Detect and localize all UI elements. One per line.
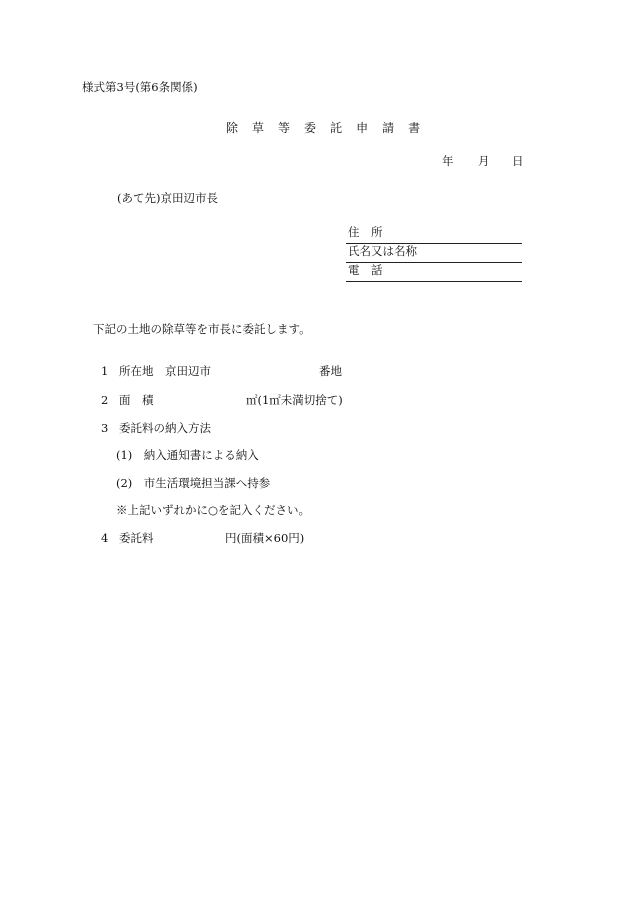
item-fee-label: 委託料: [119, 531, 154, 545]
date-month: 月: [478, 154, 490, 168]
intro-text: 下記の土地の除草等を市長に委託します。: [93, 322, 311, 336]
item-payment-num: 3: [101, 421, 109, 435]
payment-option-1: (1) 納入通知書による納入: [116, 448, 259, 462]
item-location-label: 所在地 京田辺市: [119, 364, 211, 378]
title-char: 除: [226, 121, 239, 135]
item-fee-suffix: 円(面積×60円): [225, 531, 305, 545]
date-day: 日: [512, 154, 524, 168]
item-fee-num: 4: [101, 531, 109, 545]
title-char: 申: [356, 121, 369, 135]
payment-note: ※上記いずれかに○を記入ください。: [116, 503, 311, 517]
title-char: 書: [408, 121, 421, 135]
title-char: 託: [330, 121, 343, 135]
item-payment-label: 委託料の納入方法: [119, 421, 211, 435]
item-location-num: 1: [101, 364, 109, 378]
title-char: 等: [278, 121, 291, 135]
phone-label: 電 話: [348, 263, 383, 277]
name-field[interactable]: [346, 244, 522, 263]
item-area-num: 2: [101, 393, 109, 407]
payment-option-2: (2) 市生活環境担当課へ持参: [116, 476, 271, 490]
name-label: 氏名又は名称: [348, 244, 417, 258]
address-field[interactable]: [346, 225, 522, 244]
address-label: 住 所: [348, 225, 383, 239]
phone-field[interactable]: [346, 263, 522, 282]
title-char: 委: [304, 121, 317, 135]
date-year: 年: [442, 154, 454, 168]
title-char: 草: [252, 121, 265, 135]
item-area-label: 面 積: [119, 393, 154, 407]
title-char: 請: [382, 121, 395, 135]
item-location-suffix: 番地: [319, 364, 342, 378]
item-area-suffix: ㎡(1㎡未満切捨て): [246, 393, 343, 407]
document-title: [226, 122, 420, 135]
addressee: (あて先)京田辺市長: [117, 191, 218, 205]
form-number: 様式第3号(第6条関係): [82, 80, 198, 94]
